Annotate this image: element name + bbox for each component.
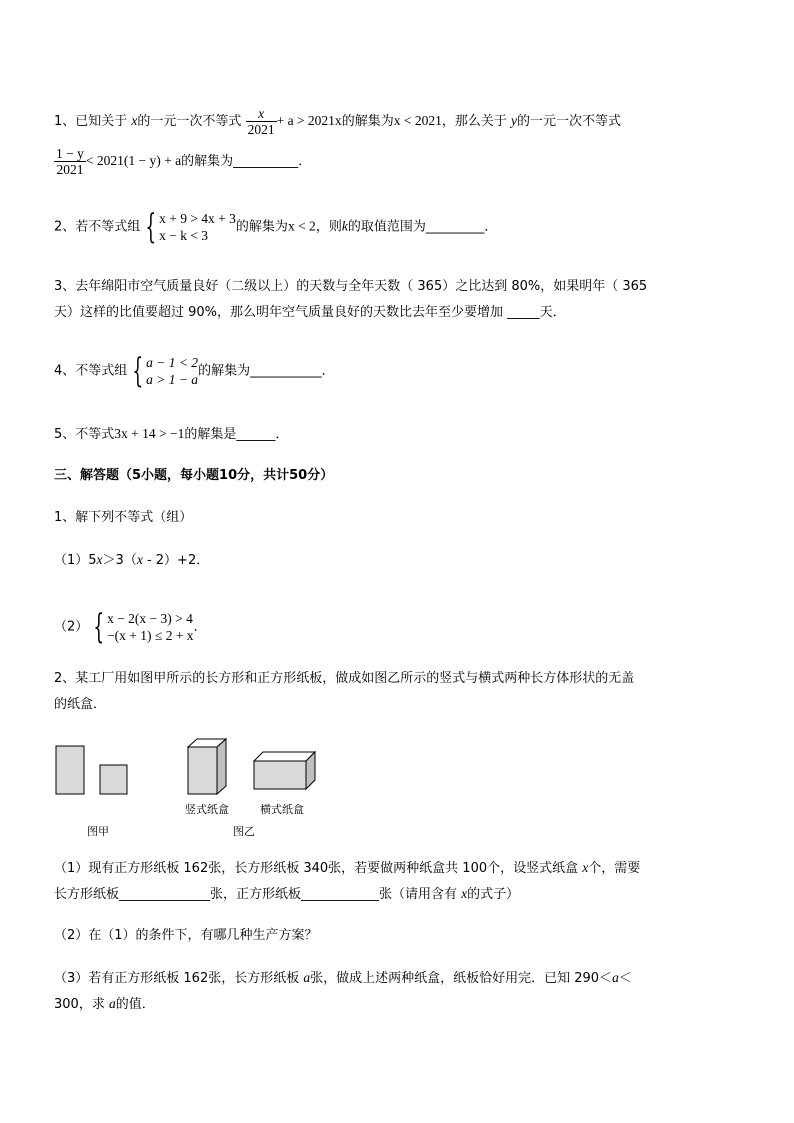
q4-answer-blank: 的解集为___________． — [198, 363, 335, 379]
q3-line1: 3、去年绵阳市空气质量良好（二级以上）的天数与全年天数（ 365）之比达到 80%，如果明年（ 365 — [54, 279, 648, 294]
part-text: （1）现有正方形纸板 162张，长方形纸板 340张，若要做两种纸盒共 100个，设竖式纸盒 — [54, 861, 583, 876]
q1-line2 — [54, 146, 311, 177]
part-text: 的式子） — [467, 887, 520, 902]
part-text: （2） — [54, 619, 89, 635]
var-y: y — [510, 113, 517, 128]
q2-number: 2、 — [54, 219, 76, 235]
left-brace: { — [132, 351, 144, 391]
fraction-denominator: 2021 — [247, 122, 275, 137]
part-text: （1）5 — [54, 553, 97, 568]
left-brace: { — [93, 607, 105, 647]
q1-text: 的一元一次不等式 — [516, 114, 621, 129]
q1-expression: + a > 2021x — [276, 113, 342, 128]
q1-solution: x < 2021 — [393, 113, 442, 128]
system-row: x + 9 > 4x + 3 — [159, 211, 236, 226]
q4-text: 不等式组 — [75, 363, 128, 379]
rectangle-board — [56, 746, 84, 794]
vertical-box-label: 竖式纸盒 — [185, 803, 229, 816]
q1-text: 的一元一次不等式 — [137, 114, 242, 129]
system-row: x − 2(x − 3) > 4 — [107, 611, 193, 626]
s3-q1-part1 — [54, 551, 209, 570]
q3-line2: 天）这样的比值要超过 90%，那么明年空气质量良好的天数比去年至少要增加 _____天． — [54, 305, 566, 320]
q1-expression2: < 2021(1 − y) + a — [85, 153, 182, 168]
figure-a-label: 图甲 — [87, 825, 109, 838]
system-row: a > 1 − a — [146, 372, 199, 387]
var-x: x — [131, 113, 138, 128]
var-x: x — [136, 552, 143, 567]
part-text: ＞3（ — [102, 553, 137, 568]
part-text: 个，需要 — [588, 861, 641, 876]
q1-text: 已知关于 — [75, 114, 132, 129]
figure-b-label: 图乙 — [233, 825, 255, 838]
s3-q2-line2: 的纸盒． — [54, 697, 107, 712]
part-text: （3）若有正方形纸板 162张，长方形纸板 — [54, 971, 304, 986]
left-brace: { — [145, 207, 157, 247]
q4-inequality-system — [131, 351, 199, 391]
q1-text: ，那么关于 — [441, 114, 511, 129]
fraction-x-over-2021 — [246, 106, 277, 137]
s3-q1-part2 — [54, 607, 207, 647]
vertical-box-icon — [188, 739, 226, 794]
box-figures-drawing — [54, 738, 334, 838]
horizontal-box-label: 横式纸盒 — [260, 803, 304, 816]
q2-text: ，则 — [315, 219, 342, 235]
part-text: 的值． — [115, 997, 155, 1012]
q5-line — [54, 425, 288, 444]
q4-line — [54, 351, 335, 391]
q1-line1 — [54, 106, 621, 137]
part-text: ＜ — [618, 971, 632, 986]
q2-line — [54, 207, 498, 247]
var-a: a — [108, 996, 116, 1011]
part-text: ． — [193, 619, 207, 635]
fraction-denominator: 2021 — [56, 162, 84, 177]
q2-answer-blank: 的取值范围为_________． — [347, 219, 498, 235]
part-text: 张，做成上述两种纸盒，纸板恰好用完．已知 290＜ — [310, 971, 613, 986]
fraction-numerator: x — [246, 106, 277, 122]
q5-number: 5、 — [54, 427, 76, 442]
q1-text: 的解集为 — [341, 114, 394, 129]
part-text: 长方形纸板______________张，正方形纸板____________张（请用含有 — [54, 887, 462, 902]
box-figures — [54, 738, 334, 838]
section-title: 三、解答题（5小题，每小题10分，共计50分） — [54, 468, 334, 483]
system-row: a − 1 < 2 — [146, 355, 199, 370]
var-a: a — [612, 970, 619, 985]
var-x: x — [461, 886, 468, 901]
s3-q2-part3-line1 — [54, 969, 632, 988]
q1-answer-blank: 的解集为__________． — [181, 154, 312, 169]
fraction-numerator: 1 − y — [56, 146, 84, 161]
var-k: k — [341, 218, 348, 234]
q5-expression: 3x + 14 > −1 — [114, 426, 185, 441]
s3-q2-part2: （2）在（1）的条件下，有哪几种生产方案？ — [54, 928, 318, 943]
q2-text: 的解集为 — [235, 219, 288, 235]
s3-inequality-system — [92, 607, 194, 647]
var-x: x — [582, 860, 589, 875]
part-text: - 2）+2． — [142, 553, 210, 568]
square-board — [100, 765, 127, 794]
s3-q1-title: 1、解下列不等式（组） — [54, 510, 193, 525]
system-row: x − k < 3 — [159, 228, 209, 243]
horizontal-box-icon — [254, 752, 315, 789]
q4-number: 4、 — [54, 363, 76, 379]
s3-q2-line1: 2、某工厂用如图甲所示的长方形和正方形纸板，做成如图乙所示的竖式与横式两种长方体形状的无盖 — [54, 671, 635, 686]
q2-text: 若不等式组 — [75, 219, 141, 235]
q5-answer-blank: 的解集是______． — [184, 427, 289, 442]
q2-solution: x < 2 — [287, 218, 316, 234]
system-row: −(x + 1) ≤ 2 + x — [107, 628, 194, 643]
var-x: x — [96, 552, 103, 567]
s3-q2-part1-line2 — [54, 885, 519, 904]
part-text: 300，求 — [54, 997, 109, 1012]
q5-text: 不等式 — [75, 427, 115, 442]
s3-q2-part3-line2 — [54, 995, 155, 1014]
q2-inequality-system — [144, 207, 236, 247]
q1-number: 1、 — [54, 114, 76, 129]
var-a: a — [303, 970, 311, 985]
fraction-1-minus-y-over-2021 — [54, 146, 86, 177]
s3-q2-part1-line1 — [54, 859, 640, 878]
